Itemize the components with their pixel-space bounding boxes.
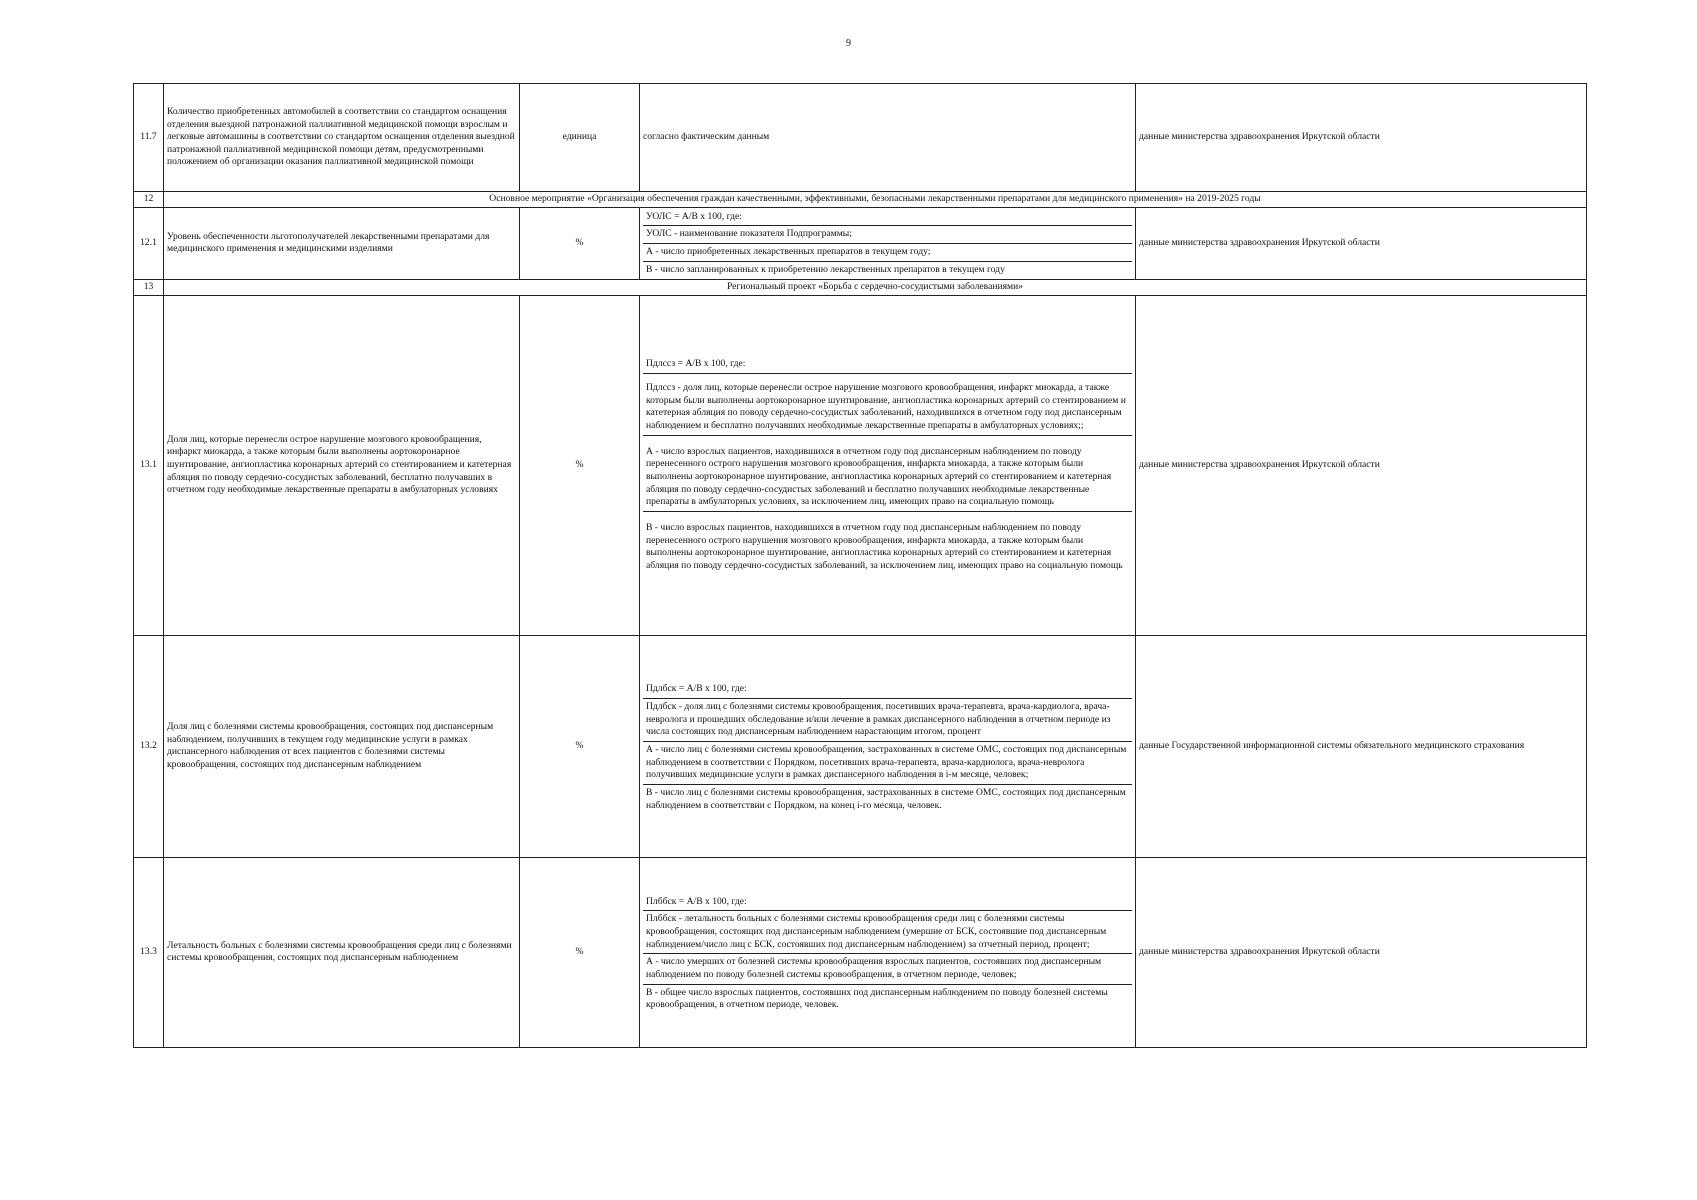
indicators-table: [133, 83, 1587, 1048]
formula-definition: Плббск - летальность больных с болезнями системы кровообращения среди лиц с болезнями системы кровообращения, состоящих под диспансерным наблюдением (умершие от БСК, состоявшие под диспансерным наблюдением/число лиц с БСК, состоявших под диспансерным наблюдением) за отчетный период, процент;: [643, 911, 1132, 954]
formula-variable-b: В - общее число взрослых пациентов, состоявших под диспансерным наблюдением по поводу болезней системы кровообращения, в отчетном периоде, человек.: [646, 986, 1108, 1011]
indicator-method: [640, 295, 1136, 635]
section-row: [134, 280, 1587, 296]
indicator-name: Летальность больных с болезнями системы кровообращения среди лиц с болезнями системы кровообращения, состоящих под диспансерным наблюдением: [164, 857, 520, 1047]
indicator-source: данные министерства здравоохранения Иркутской области: [1136, 295, 1587, 635]
indicator-method: [640, 635, 1136, 857]
formula-variable-a: А - число лиц с болезнями системы кровообращения, застрахованных в системе ОМС, состоящих под диспансерным наблюдением в соответствии с Порядком, посетивших врача-терапевта, врача-кардиолога, врача-невролога получивших медицинские услуги в рамках диспансерного наблюдения в i-м месяце, человек;: [643, 742, 1132, 785]
indicator-name: Количество приобретенных автомобилей в соответствии со стандартом оснащения отделения выездной патронажной паллиативной медицинской помощи взрослым и легковые автомашины в соответствии со стандартом оснащения отделения выездной патронажной паллиативной медицинской помощи детям, предусмотренными положением об организации оказания паллиативной медицинской помощи: [164, 84, 520, 192]
indicator-source: данные Государственной информационной системы обязательного медицинского страхования: [1136, 635, 1587, 857]
indicator-name: Доля лиц, которые перенесли острое нарушение мозгового кровообращения, инфаркт миокарда, а также которым были выполнены аортокоронарное шунтирование, ангиопластика коронарных артерий со стентированием и катетерная абляция по поводу сердечно-сосудистых заболеваний, бесплатно получавших в отчетном году необходимые лекарственные препараты в амбулаторных условиях: [164, 295, 520, 635]
section-number: 12: [134, 192, 164, 208]
formula-variable-a: А - число приобретенных лекарственных препаратов в текущем году;: [643, 244, 1132, 262]
page-number: 9: [846, 38, 851, 49]
table-row: [134, 207, 1587, 280]
indicator-name: Доля лиц с болезнями системы кровообращения, состоящих под диспансерным наблюдением, получивших в текущем году медицинские услуги в рамках диспансерного наблюдения от всех пациентов с болезнями системы кровообращения, состоящих под диспансерным наблюдением: [164, 635, 520, 857]
table-row: [134, 84, 1587, 192]
indicator-method: [640, 857, 1136, 1047]
formula-definition: Пдлссз - доля лиц, которые перенесли острое нарушение мозгового кровообращения, инфаркт миокарда, а также которым были выполнены аортокоронарное шунтирование, ангиопластика коронарных артерий со стентированием и катетерная абляция по поводу сердечно-сосудистых заболеваний, находившихся в отчетном году под диспансерным наблюдением и бесплатно получавших необходимые лекарственные препараты в амбулаторных условиях;;: [643, 374, 1132, 436]
table-row: [134, 295, 1587, 635]
formula: Пдлссз = А/В х 100, где:: [643, 356, 1132, 374]
indicator-unit: %: [520, 295, 640, 635]
indicator-name: Уровень обеспеченности льготополучателей лекарственными препаратами для медицинского применения и медицинскими изделиями: [164, 207, 520, 280]
section-number: 13: [134, 280, 164, 296]
row-number: 11.7: [134, 84, 164, 192]
formula-definition: Пдлбск - доля лиц с болезнями системы кровообращения, посетивших врача-терапевта, врача-кардиолога, врача-невролога и прошедших обследование и/или лечение в рамках диспансерного наблюдения в отчетном периоде из числа состоящих под диспансерным наблюдением нарастающим итогом, процент: [643, 699, 1132, 742]
formula: Плббск = А/В х 100, где:: [643, 891, 1132, 912]
indicator-method: [640, 207, 1136, 280]
indicator-unit: %: [520, 635, 640, 857]
formula-variable-b: В - число запланированных к приобретению лекарственных препаратов в текущем году: [646, 263, 1005, 275]
indicator-source: данные министерства здравоохранения Иркутской области: [1136, 857, 1587, 1047]
indicator-source: данные министерства здравоохранения Иркутской области: [1136, 207, 1587, 280]
row-number: 13.2: [134, 635, 164, 857]
row-number: 13.1: [134, 295, 164, 635]
section-title: Основное мероприятие «Организация обеспечения граждан качественными, эффективными, безопасными лекарственными препаратами для медицинского применения» на 2019-2025 годы: [164, 192, 1587, 208]
table-row: [134, 635, 1587, 857]
formula-definition: УОЛС - наименование показателя Подпрограммы;: [643, 226, 1132, 244]
section-row: [134, 192, 1587, 208]
formula: УОЛС = А/В х 100, где:: [643, 209, 1132, 227]
formula-variable-b: В - число лиц с болезнями системы кровообращения, застрахованных в системе ОМС, состоящих под диспансерным наблюдением в соответствии с Порядком, на конец i-го месяца, человек.: [646, 787, 1126, 811]
indicator-source: данные министерства здравоохранения Иркутской области: [1136, 84, 1587, 192]
indicator-unit: %: [520, 207, 640, 280]
formula: Пдлбск = А/В х 100, где:: [643, 678, 1132, 699]
section-title: Региональный проект «Борьба с сердечно-сосудистыми заболеваниями»: [164, 280, 1587, 296]
indicator-unit: единица: [520, 84, 640, 192]
indicator-method: согласно фактическим данным: [640, 84, 1136, 192]
formula-variable-a: А - число взрослых пациентов, находившихся в отчетном году под диспансерным наблюдением по поводу перенесенного острого нарушения мозгового кровообращения, инфаркта миокарда, а также которым были выполнены аортокоронарное шунтирование, ангиопластика коронарных артерий со стентированием и катетерная абляция по поводу сердечно-сосудистых заболеваний и бесплатно получавших необходимые лекарственные препараты в амбулаторных условиях, за исключением лиц, имеющих право на социальную помощь: [643, 436, 1132, 512]
row-number: 12.1: [134, 207, 164, 280]
table-row: [134, 857, 1587, 1047]
indicator-unit: %: [520, 857, 640, 1047]
formula-variable-b: В - число взрослых пациентов, находившихся в отчетном году под диспансерным наблюдением по поводу перенесенного острого нарушения мозгового кровообращения, инфаркта миокарда, а также которым были выполнены аортокоронарное шунтирование, ангиопластика коронарных артерий со стентированием и катетерная абляция по поводу сердечно-сосудистых заболеваний, за исключением лиц, имеющих право на социальную помощь: [646, 521, 1123, 571]
formula-variable-a: А - число умерших от болезней системы кровообращения взрослых пациентов, состоявших под диспансерным наблюдением по поводу болезней системы кровообращения, в отчетном периоде, человек;: [643, 954, 1132, 984]
row-number: 13.3: [134, 857, 164, 1047]
